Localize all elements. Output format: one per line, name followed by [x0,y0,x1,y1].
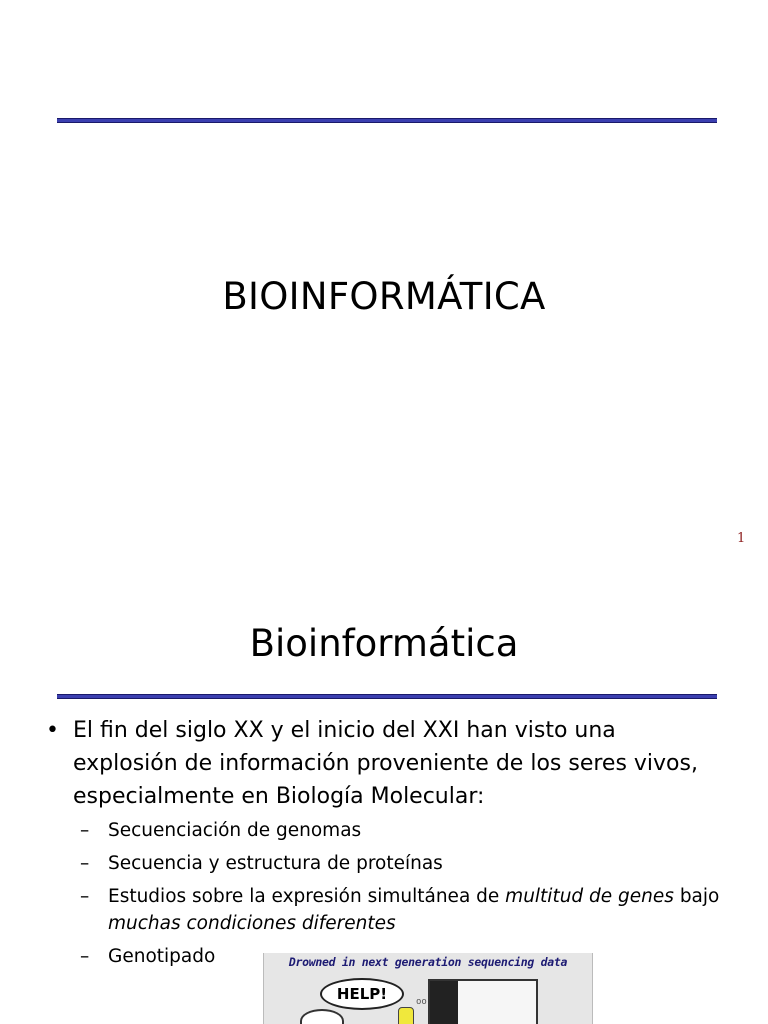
sub-bullet-text: Secuencia y estructura de proteínas [108,853,443,874]
bullet-text: El fin del siglo XX y el inicio del XXI han visto una explosión de información proveniente de los seres vivos, especialmente en Biología Molecular: [73,718,698,809]
sub-bullet-item [73,883,726,937]
title-rule [57,694,717,699]
speech-bubble: HELP! [320,978,404,1010]
bullet-item [46,714,726,970]
slide-title: Bioinformática [249,622,519,665]
sub-bullet-emphasis: muchas condiciones diferentes [108,913,396,934]
sub-bullet-item [73,817,726,844]
bullet-list [46,714,726,976]
title-rule [57,118,717,123]
page-number: 1 [737,531,746,546]
cartoon-hand-icon [398,1007,414,1024]
cartoon-banner: Drowned in next generation sequencing data [288,955,568,969]
cartoon-face-icon [300,1009,344,1024]
monitor-icon [428,979,538,1024]
slide-title: BIOINFORMÁTICA [222,275,546,318]
slide-2 [0,565,768,1024]
sub-bullet-text: Secuenciación de genomas [108,820,362,841]
sub-bullet-text: bajo [673,886,720,907]
sub-bullet-emphasis: multitud de genes [505,886,674,907]
sub-bullet-text: Genotipado [108,946,216,967]
sub-bullet-list [73,817,726,970]
cartoon-doodle: oo [416,997,427,1007]
sub-bullet-text: Estudios sobre la expresión simultánea de [108,886,506,907]
sub-bullet-item [73,850,726,877]
cartoon-image [263,953,593,1024]
